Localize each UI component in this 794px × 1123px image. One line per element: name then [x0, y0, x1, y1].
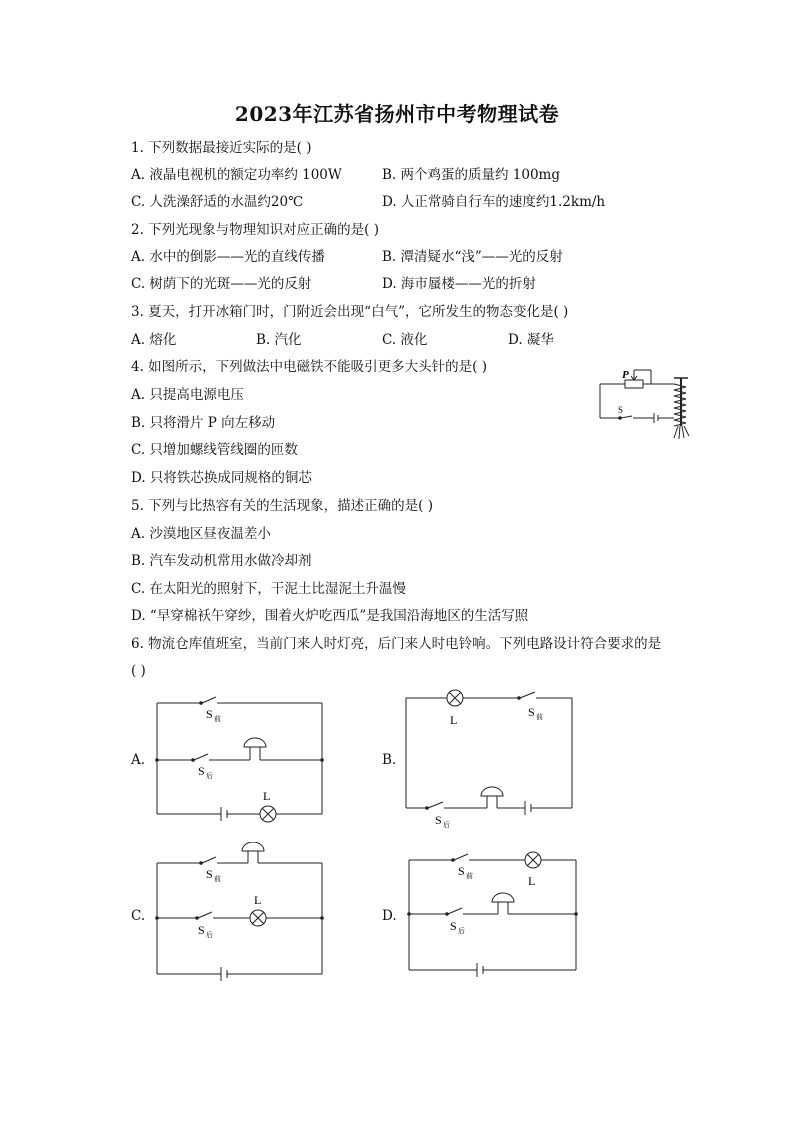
q2-option-b: B. 潭清疑水“浅”——光的反射 [382, 249, 563, 265]
circuit-b-diagram [400, 684, 580, 830]
q2-option-a: A. 水中的倒影——光的直线传播 [131, 249, 325, 265]
q4-option-d: D. 只将铁芯换成同规格的铜芯 [131, 470, 312, 486]
switch-front-sub: 前 [214, 875, 221, 883]
q1-option-c: C. 人洗澡舒适的水温约20℃ [131, 194, 304, 210]
bell-icon [492, 893, 514, 902]
q1-option-a: A. 液晶电视机的额定功率约 100W [131, 167, 342, 183]
q3-option-c: C. 液化 [382, 332, 428, 348]
switch-front-label: S [206, 707, 213, 721]
switch-back-sub: 后 [443, 821, 450, 829]
q6-option-d-label: D. [382, 908, 397, 924]
q6-option-b-label: B. [382, 752, 397, 768]
slider-p-label: P [622, 369, 629, 381]
switch-front-sub: 前 [466, 872, 473, 880]
q5-option-a: A. 沙漠地区昼夜温差小 [131, 526, 271, 542]
switch-back-sub: 后 [206, 931, 213, 939]
q6-option-c-label: C. [131, 908, 146, 924]
switch-back-sub: 后 [206, 772, 213, 780]
rheostat-icon [625, 380, 643, 388]
circuit-d-diagram [400, 842, 584, 988]
q1-option-b: B. 两个鸡蛋的质量约 100mg [382, 167, 561, 183]
switch-front-sub: 前 [536, 713, 543, 721]
switch-back-label: S [435, 813, 442, 827]
circuit-a-diagram [150, 690, 330, 830]
q1-option-d: D. 人正常骑自行车的速度约1.2km/h [382, 194, 606, 210]
bell-icon [481, 787, 503, 796]
switch-back-label: S [450, 919, 457, 933]
q4-option-b: B. 只将滑片 P 向左移动 [131, 415, 276, 431]
q3-option-d: D. 凝华 [508, 332, 554, 348]
q5-stem: 5. 下列与比热容有关的生活现象，描述正确的是( ) [131, 498, 433, 514]
q4-stem: 4. 如图所示，下列做法中电磁铁不能吸引更多大头针的是( ) [131, 359, 487, 375]
lamp-label: L [450, 713, 458, 727]
q2-stem: 2. 下列光现象与物理知识对应正确的是( ) [131, 222, 379, 238]
bell-icon [244, 738, 266, 747]
lamp-label: L [263, 789, 271, 803]
q5-option-b: B. 汽车发动机常用水做冷却剂 [131, 553, 312, 569]
switch-front-sub: 前 [214, 715, 221, 723]
switch-back-sub: 后 [458, 927, 465, 935]
switch-front-label: S [458, 864, 465, 878]
q6-stem-cont: ( ) [131, 663, 146, 679]
lamp-label: L [528, 874, 536, 888]
switch-s-label: S [618, 405, 624, 415]
switch-back-label: S [198, 923, 205, 937]
q3-option-b: B. 汽化 [256, 332, 302, 348]
q3-option-a: A. 熔化 [131, 332, 177, 348]
circuit-c-diagram [150, 842, 330, 988]
q5-option-c: C. 在太阳光的照射下，干泥土比湿泥土升温慢 [131, 581, 406, 597]
switch-front-label: S [206, 867, 213, 881]
q2-option-d: D. 海市蜃楼——光的折射 [382, 276, 536, 292]
bell-icon [242, 842, 264, 851]
q2-option-c: C. 树荫下的光斑——光的反射 [131, 276, 312, 292]
q5-option-d: D. “早穿棉袄午穿纱，围着火炉吃西瓜”是我国沿海地区的生活写照 [131, 608, 529, 624]
q1-stem: 1. 下列数据最接近实际的是( ) [131, 140, 312, 156]
lamp-label: L [254, 893, 262, 907]
q3-stem: 3. 夏天，打开冰箱门时，门附近会出现“白气”，它所发生的物态变化是( ) [131, 304, 569, 320]
q4-electromagnet-figure [594, 364, 698, 442]
switch-back-label: S [198, 764, 205, 778]
switch-front-label: S [528, 705, 535, 719]
q4-option-c: C. 只增加螺线管线圈的匝数 [131, 442, 298, 458]
q6-option-a-label: A. [131, 752, 146, 768]
paper-title: 2023年江苏省扬州市中考物理试卷 [234, 102, 560, 126]
q6-stem: 6. 物流仓库值班室，当前门来人时灯亮，后门来人时电铃响。下列电路设计符合要求的是 [131, 636, 662, 652]
q4-option-a: A. 只提高电源电压 [131, 387, 244, 403]
